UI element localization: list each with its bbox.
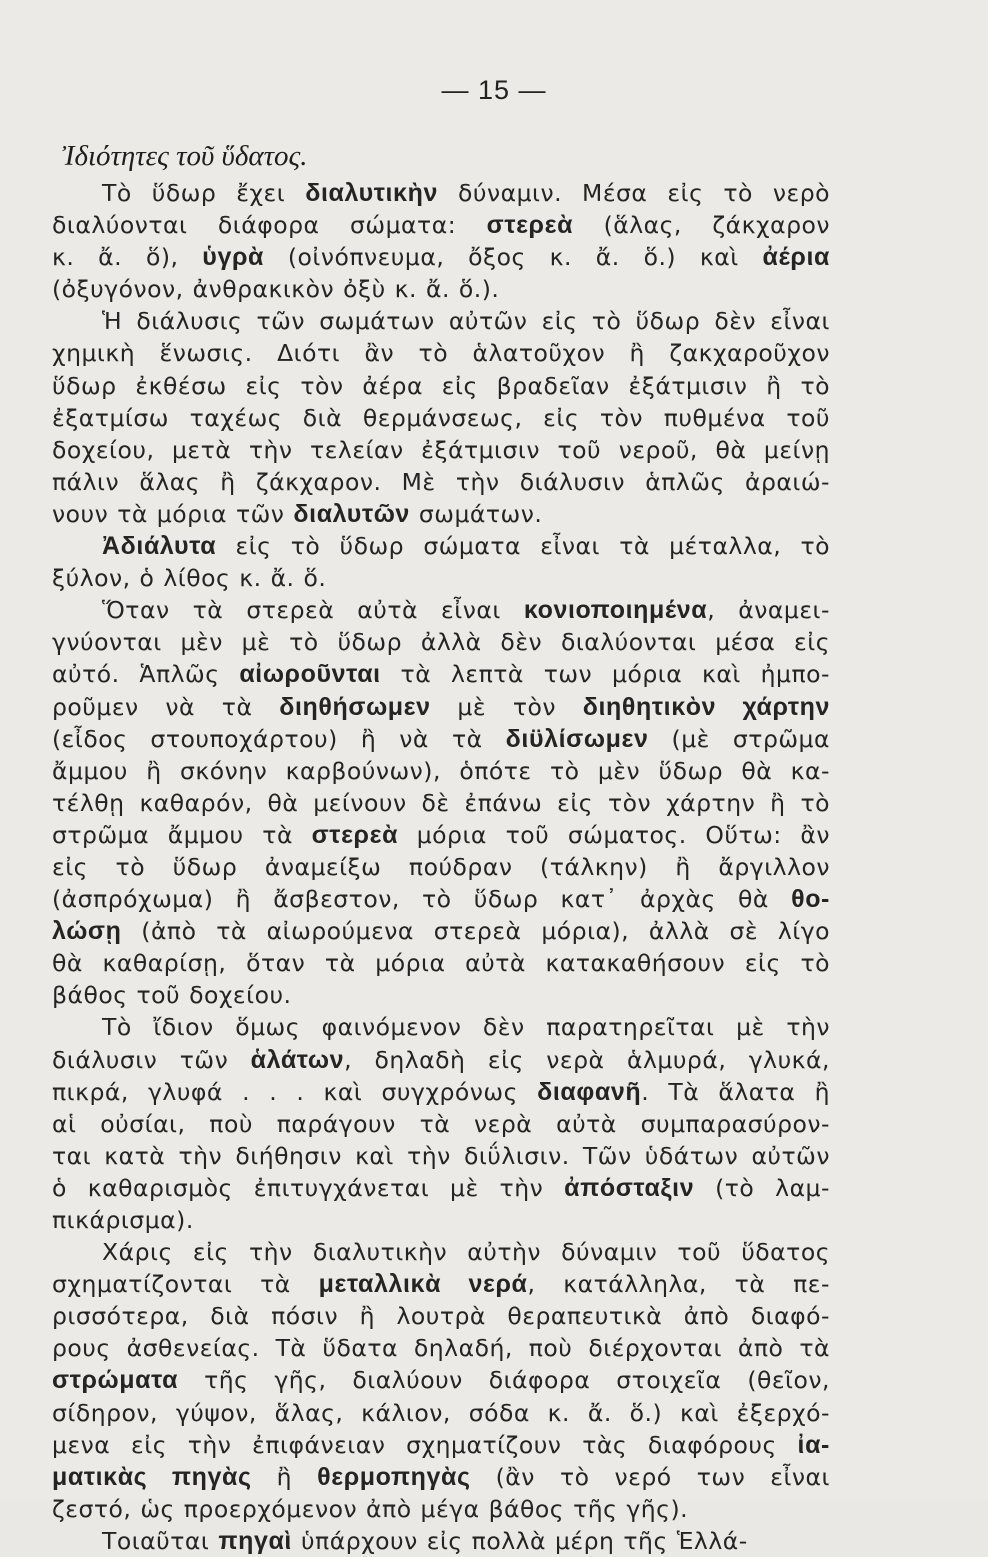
text-line [52,979,830,1011]
text-run: εἰς τὸ ὕδωρ σώματα εἶναι τὰ μέταλλα, τὸ [216,532,830,561]
text-line [52,1397,830,1429]
text-run: ζεστό, ὡς προερχόμενον ἀπὸ μέγα βάθος τῆς γῆς). [52,1494,689,1523]
bold-term: διαφανῆ [537,1077,642,1106]
bold-term: θερμοπηγὰς [317,1462,471,1491]
text-run: (εἶδος στουποχάρτου) ἢ νὰ τὰ [52,724,506,753]
text-run: Ὅταν τὰ στερεὰ αὐτὰ εἶναι [102,596,524,625]
bold-term: λώσῃ [52,917,122,946]
text-line [52,209,830,241]
text-line [52,1108,830,1140]
text-run: πικάρισμα). [52,1206,194,1234]
text-line [52,947,830,979]
bold-term: ἀπόσταξιν [564,1173,695,1202]
text-run: γνύονται μὲν μὲ τὸ ὕδωρ ἀλλὰ δὲν διαλύονται μέσα εἰς [52,628,830,657]
text-line [52,915,830,947]
text-run: Τοιαῦται [102,1526,219,1555]
text-line [52,434,830,466]
text-line [52,370,830,402]
bold-term: ματικὰς πηγὰς [52,1462,252,1491]
text-run: , ἀναμει- [707,596,830,625]
bold-term: Ἀδιάλυτα [102,532,217,561]
text-run: ὕδωρ ἐκθέσω εἰς τὸν ἀέρα εἰς βραδεῖαν ἐξάτμισιν ἢ τὸ [52,371,830,400]
text-line [52,1204,830,1236]
bold-term: θο- [791,885,830,914]
body-text [52,177,830,1557]
text-run: διάλυσιν τῶν [52,1045,251,1074]
bold-term: ἰα- [797,1430,830,1459]
text-run: κ. ἄ. ὅ), [52,243,203,272]
text-run: (οἰνόπνευμα, ὄξος κ. ἄ. ὅ.) καὶ [264,243,763,272]
text-run: ὁ καθαρισμὸς ἐπιτυγχάνεται μὲ τὴν [52,1173,565,1202]
text-line [52,1429,830,1461]
bold-term: μεταλλικὰ νερά [318,1270,528,1299]
text-run: ρισσότερα, διὰ πόσιν ἢ λουτρὰ θεραπευτικὰ ἀπὸ διαφό- [52,1302,830,1331]
text-line [52,530,830,562]
bold-term: διαλυτῶν [293,499,410,528]
text-run: τέλθῃ καθαρόν, θὰ μείνουν δὲ ἐπάνω εἰς τὸν χάρτην ἢ τὸ [52,788,830,817]
text-run: . Τὰ ἅλατα ἢ [641,1077,830,1106]
text-run: , κατάλληλα, τὰ πε- [527,1270,830,1299]
bold-term: κονιοποιημένα [523,596,708,625]
text-line [52,1268,830,1300]
text-run: αὐτό. Ἁπλῶς [52,660,240,689]
text-run: διαλύονται διάφορα σώματα: [52,211,487,240]
text-run: μενα εἰς τὴν ἐπιφάνειαν σχηματίζουν τὰς διαφόρους [52,1430,798,1459]
text-line [52,1461,830,1493]
text-line [52,562,830,594]
text-line [52,1236,830,1268]
text-line [52,1172,830,1204]
bold-term: διαλυτικὴν [305,179,438,207]
text-run: μὲ τὸν [430,692,583,721]
text-run: ἐξατμίσω ταχέως διὰ θερμάνσεως, εἰς τὸν πυθμένα τοῦ [52,403,830,432]
text-run: δοχείου, μετὰ τὴν τελείαν ἐξάτμισιν τοῦ νεροῦ, θὰ μείνῃ [52,435,830,464]
bold-term: αἰωροῦνται [239,660,381,689]
text-run: ὑπάρχουν εἰς πολλὰ μέρη τῆς Ἑλλά- [291,1526,748,1555]
text-run: (ἀπὸ τὰ αἰωρούμενα στερεὰ μόρια), ἀλλὰ σὲ λίγο [121,917,830,946]
text-line [52,1493,830,1525]
text-run: ρους ἀσθενείας. Τὰ ὕδατα δηλαδή, ποὺ διέρχονται ἀπὸ τὰ [52,1334,830,1363]
text-line [52,1332,830,1364]
text-run: ροῦμεν νὰ τὰ [52,692,280,721]
text-run: τῆς γῆς, διαλύουν διάφορα στοιχεῖα (θεῖον, [178,1366,830,1395]
text-line [52,883,830,915]
text-line [52,851,830,883]
text-run: (μὲ στρῶμα [648,724,830,753]
text-line [52,337,830,369]
bold-term: διηθήσωμεν [279,692,431,721]
text-run: σχηματίζονται τὰ [52,1270,319,1299]
text-run: σωμάτων. [409,499,543,528]
bold-term: στερεὰ [486,211,574,240]
text-line [52,658,830,690]
page-number: — 15 — [441,75,547,105]
text-run: (ἅλας, ζάκχαρον [573,211,831,240]
bold-term: διϋλίσωμεν [505,724,649,753]
text-run: (ἂν τὸ νερό των εἶναι [470,1462,830,1491]
text-run: νουν τὰ μόρια τῶν [52,499,294,528]
text-run: αἱ οὐσίαι, ποὺ παράγουν τὰ νερὰ αὐτὰ συμπαρασύρον- [52,1109,830,1138]
text-run: (τὸ λαμ- [694,1173,830,1202]
text-run: ἢ [251,1462,318,1491]
text-run: πικρά, γλυφά . . . καὶ συγχρόνως [52,1077,538,1106]
text-run: ξύλον, ὁ λίθος κ. ἄ. ὅ. [52,564,327,593]
bold-term: ὑγρὰ [202,243,264,272]
text-run: Ἡ διάλυσις τῶν σωμάτων αὐτῶν εἰς τὸ ὕδωρ δὲν εἶναι [102,307,830,336]
bold-term: ἀέρια [762,243,830,272]
text-line [52,691,830,723]
text-run: ται κατὰ τὴν διήθησιν καὶ τὴν διΰλισιν. Τῶν ὑδάτων αὐτῶν [52,1141,830,1170]
text-run: μόρια τοῦ σώματος. Οὕτω: ἂν [398,820,830,849]
text-run: τὰ λεπτὰ των μόρια καὶ ἠμπο- [380,660,830,689]
text-line [52,1011,830,1043]
text-run: δύναμιν. Μέσα εἰς τὸ νερὸ [437,179,830,207]
text-line [52,466,830,498]
text-run: χημικὴ ἕνωσις. Διότι ἂν τὸ ἁλατοῦχον ἢ ζακχαροῦχον [52,339,830,368]
text-line [52,755,830,787]
text-run: Τὸ ἴδιον ὅμως φαινόμενον δὲν παρατηρεῖται μὲ τὴν [102,1013,830,1042]
text-run: (ἀσπρόχωμα) ἢ ἄσβεστον, τὸ ὕδωρ κατ᾽ ἀρχὰς θὰ [52,885,792,914]
text-line [52,594,830,626]
text-line [52,819,830,851]
text-run: σίδηρον, γύψον, ἅλας, κάλιον, σόδα κ. ἄ. ὅ.) καὶ ἐξερχό- [52,1398,830,1427]
text-run: στρῶμα ἄμμου τὰ [52,820,312,849]
text-run: Χάρις εἰς τὴν διαλυτικὴν αὐτὴν δύναμιν τοῦ ὕδατος [102,1238,830,1267]
text-run: βάθος τοῦ δοχείου. [52,981,292,1010]
text-run: Τὸ ὕδωρ ἔχει [102,179,306,207]
text-line [52,1044,830,1076]
text-run: εἰς τὸ ὕδωρ ἀναμείξω πούδραν (τάλκην) ἢ ἄργιλλον [52,852,830,881]
text-line [52,1140,830,1172]
text-line [52,305,830,337]
text-line [52,787,830,819]
text-line [52,1364,830,1396]
text-line [52,1076,830,1108]
bold-term: στερεὰ [311,820,399,849]
text-line [52,177,830,209]
text-line [52,1300,830,1332]
text-line [52,1525,830,1557]
section-heading: Ἰδιότητες τοῦ ὕδατος. [62,140,308,172]
text-run: , δηλαδὴ εἰς νερὰ ἁλμυρά, γλυκά, [344,1045,830,1074]
bold-term: πηγαὶ [218,1526,292,1555]
text-line [52,498,830,530]
text-run: ἄμμου ἢ σκόνην καρβούνων), ὁπότε τὸ μὲν ὕδωρ θὰ κα- [52,756,830,785]
text-run: (ὀξυγόνον, ἀνθρακικὸν ὀξὺ κ. ἄ. ὅ.). [52,275,500,304]
text-line [52,402,830,434]
bold-term: στρώματα [52,1366,179,1395]
text-run: θὰ καθαρίσῃ, ὅταν τὰ μόρια αὐτὰ κατακαθήσουν εἰς τὸ [52,949,830,978]
bold-term: διηθητικὸν χάρτην [582,692,831,721]
bold-term: ἁλάτων [250,1045,345,1074]
text-line [52,241,830,273]
text-line [52,723,830,755]
text-run: πάλιν ἅλας ἢ ζάκχαρον. Μὲ τὴν διάλυσιν ἁπλῶς ἀραιώ- [52,467,830,496]
text-line [52,626,830,658]
text-line [52,273,830,305]
